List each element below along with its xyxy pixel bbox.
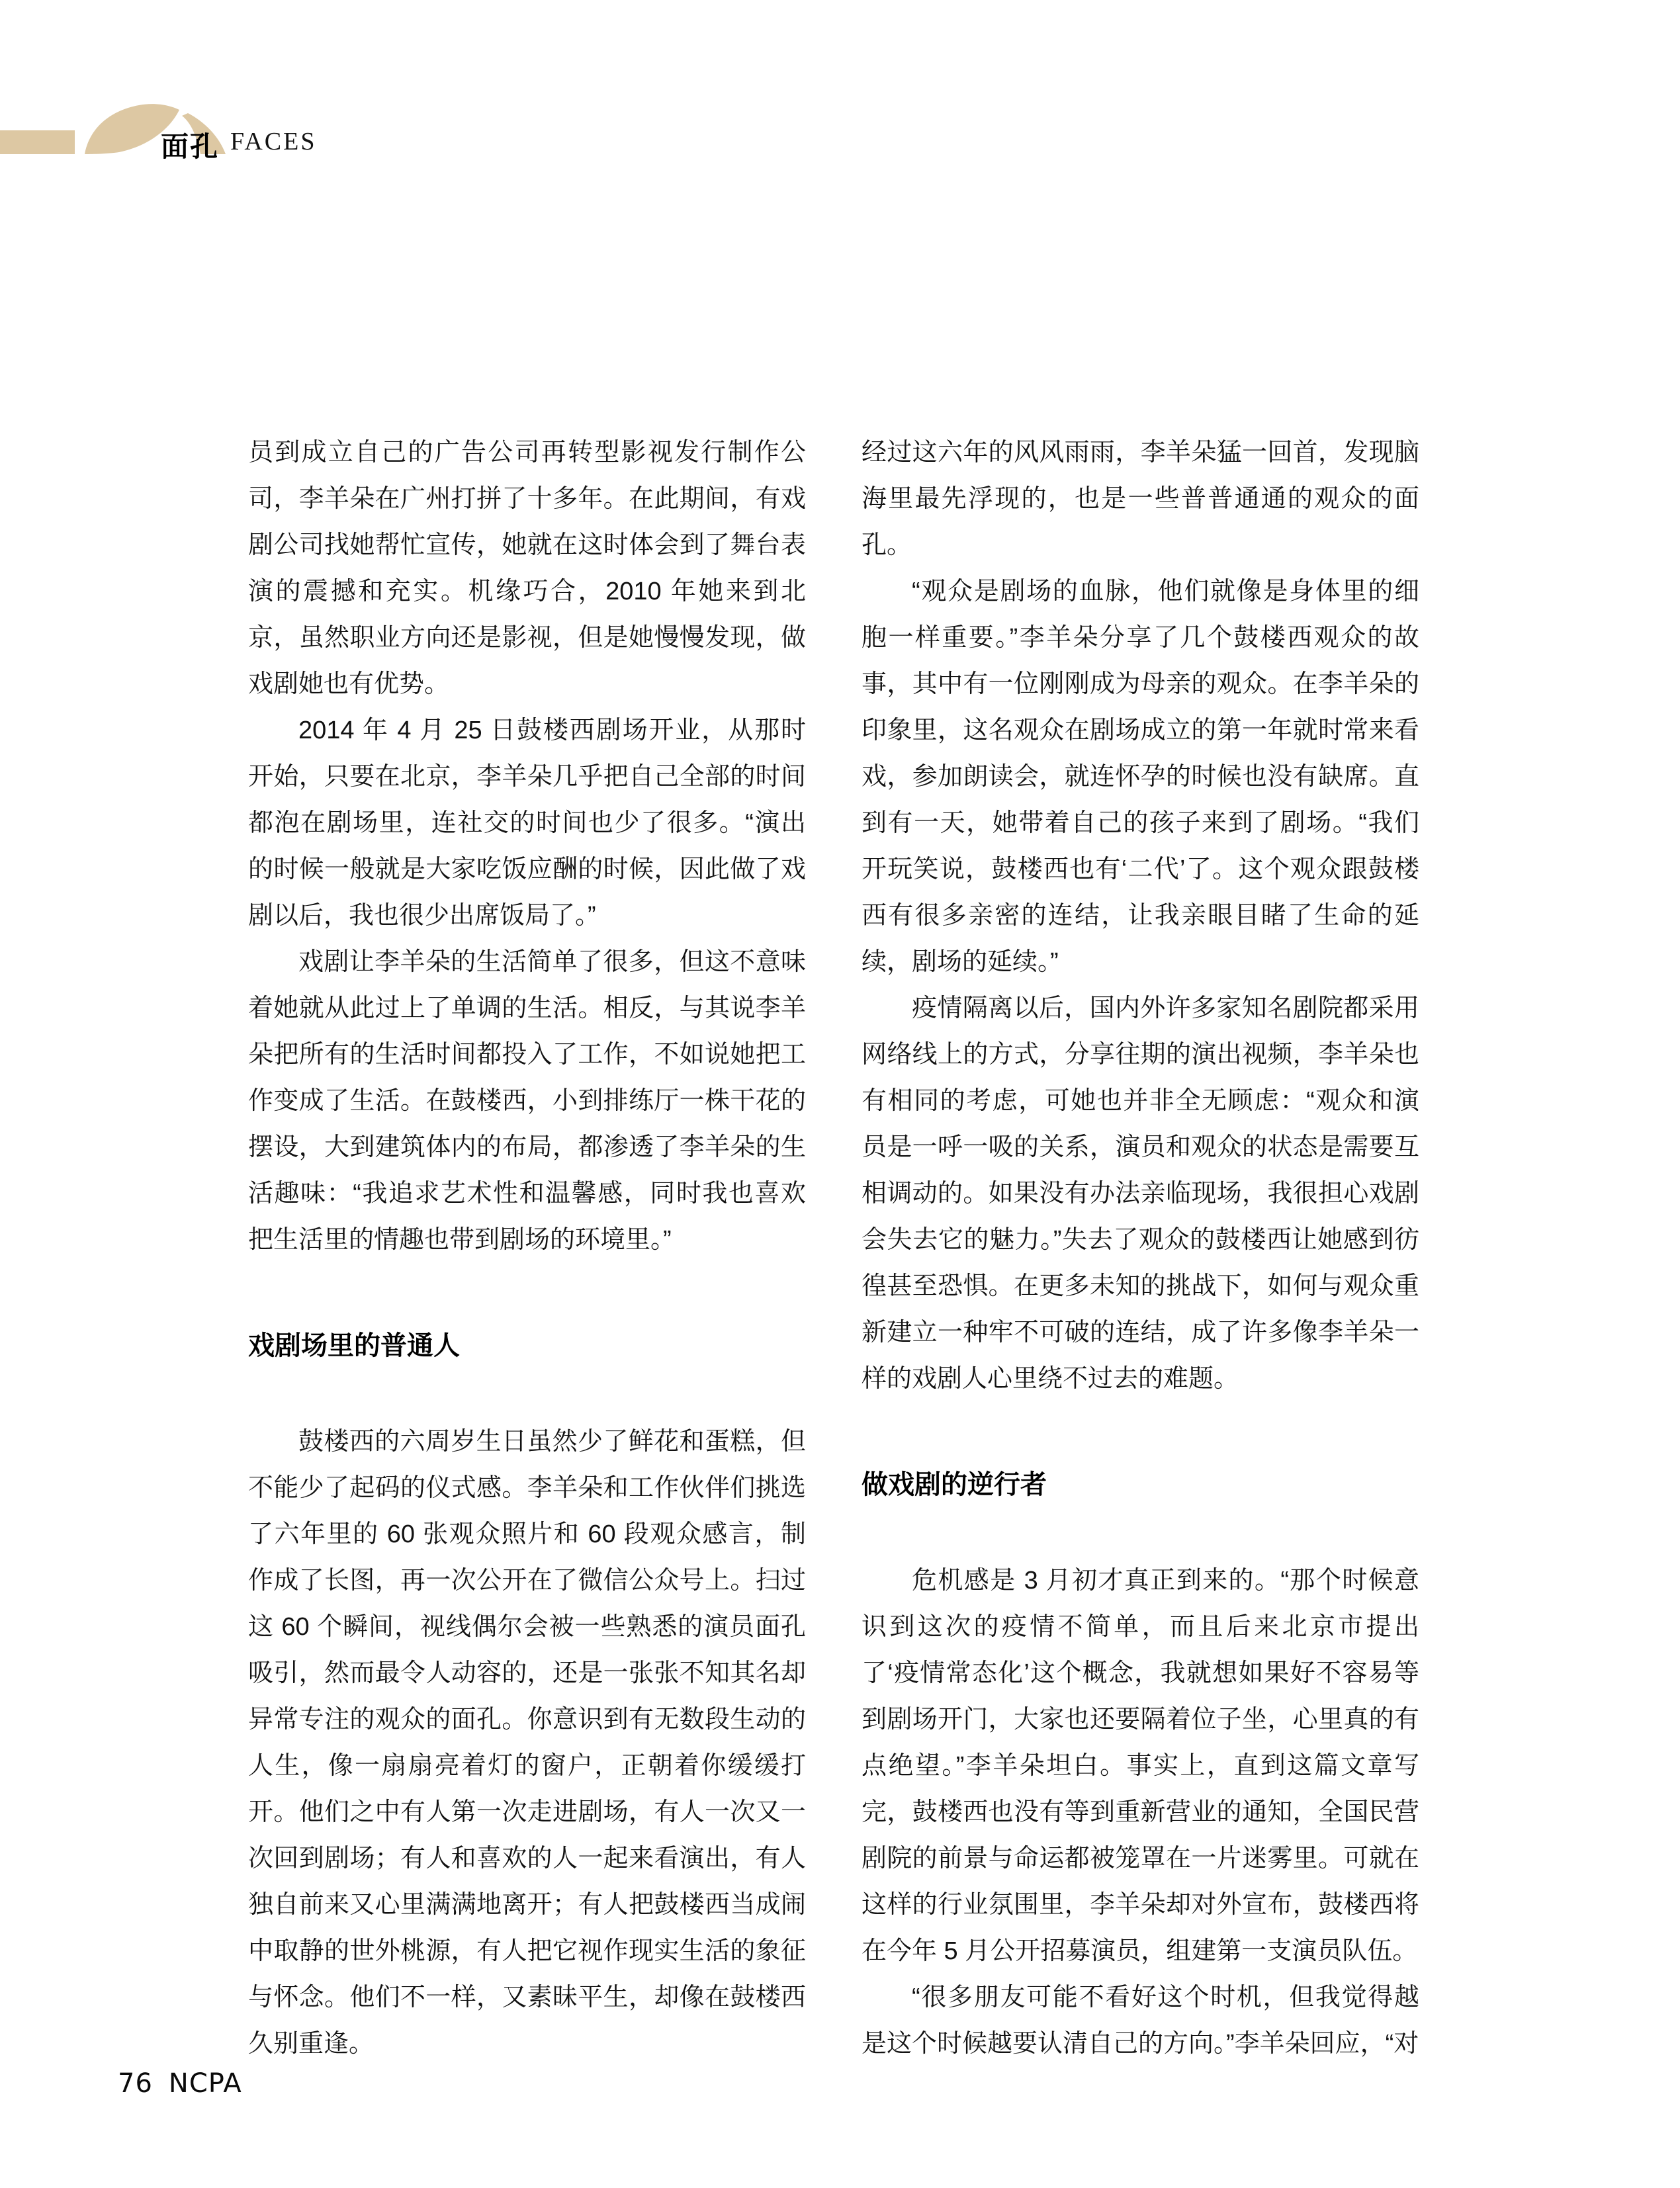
header-bar xyxy=(0,130,75,154)
brand-mark: NCPA xyxy=(168,2068,242,2099)
page-number: 76 xyxy=(118,2068,153,2099)
paragraph: 员到成立自己的广告公司再转型影视发行制作公司，李羊朵在广州打拼了十多年。在此期间，有戏剧公司找她帮忙宣传，她就在这时体会到了舞台表演的震撼和充实。机缘巧合，2010 年她来到北京，虽然职业方向还是影视，但是她慢慢发现，做戏剧她也有优势。 xyxy=(248,439,806,698)
paragraph: 2014 年 4 月 25 日鼓楼西剧场开业，从那时开始，只要在北京，李羊朵几乎把自己全部的时间都泡在剧场里，连社交的时间也少了很多。“演出的时候一般就是大家吃饭应酬的时候，因此做了戏剧以后，我也很少出席饭局了。” xyxy=(248,717,806,930)
paragraph: 戏剧让李羊朵的生活简单了很多，但这不意味着她就从此过上了单调的生活。相反，与其说李羊朵把所有的生活时间都投入了工作，不如说她把工作变成了生活。在鼓楼西，小到排练厅一株干花的摆设，大到建筑体内的布局，都渗透了李羊朵的生活趣味：“我追求艺术性和温馨感，同时我也喜欢把生活里的情趣也带到剧场的环境里。” xyxy=(248,948,806,1254)
section-title-en: FACES xyxy=(230,128,317,155)
section-heading-against-the-tide: 做戏剧的逆行者 xyxy=(862,1470,1047,1499)
section-title-cn: 面孔 xyxy=(161,131,220,162)
paragraph: “很多朋友可能不看好这个时机，但我觉得越是这个时候越要认清自己的方向。”李羊朵回应，“对 xyxy=(862,1984,1419,2058)
section-heading-ordinary-people: 戏剧场里的普通人 xyxy=(248,1331,460,1360)
paragraph: 危机感是 3 月初才真正到来的。“那个时候意识到这次的疫情不简单，而且后来北京市提出了‘疫情常态化’这个概念，我就想如果好不容易等到剧场开门，大家也还要隔着位子坐，心里真的有点绝望。”李羊朵坦白。事实上，直到这篇文章写完，鼓楼西也没有等到重新营业的通知，全国民营剧院的前景与命运都被笼罩在一片迷雾里。可就在这样的行业氛围里，李羊朵却对外宣布，鼓楼西将在今年 5 月公开招募演员，组建第一支演员队伍。 xyxy=(862,1567,1419,1965)
paragraph: 经过这六年的风风雨雨，李羊朵猛一回首，发现脑海里最先浮现的，也是一些普普通通的观众的面孔。 xyxy=(862,439,1419,559)
article-column-right xyxy=(862,429,1419,2067)
paragraph: 疫情隔离以后，国内外许多家知名剧院都采用网络线上的方式，分享往期的演出视频，李羊朵也有相同的考虑，可她也并非全无顾虑：“观众和演员是一呼一吸的关系，演员和观众的状态是需要互相调动的。如果没有办法亲临现场，我很担心戏剧会失去它的魅力。”失去了观众的鼓楼西让她感到彷徨甚至恐惧。在更多未知的挑战下，如何与观众重新建立一种牢不可破的连结，成了许多像李羊朵一样的戏剧人心里绕不过去的难题。 xyxy=(862,994,1419,1393)
paragraph: “观众是剧场的血脉，他们就像是身体里的细胞一样重要。”李羊朵分享了几个鼓楼西观众的故事，其中有一位刚刚成为母亲的观众。在李羊朵的印象里，这名观众在剧场成立的第一年就时常来看戏，参加朗读会，就连怀孕的时候也没有缺席。直到有一天，她带着自己的孩子来到了剧场。“我们开玩笑说，鼓楼西也有‘二代’了。这个观众跟鼓楼西有很多亲密的连结，让我亲眼目睹了生命的延续，剧场的延续。” xyxy=(862,578,1419,976)
page-footer xyxy=(118,2068,242,2099)
paragraph: 鼓楼西的六周岁生日虽然少了鲜花和蛋糕，但不能少了起码的仪式感。李羊朵和工作伙伴们挑选了六年里的 60 张观众照片和 60 段观众感言，制作成了长图，再一次公开在了微信公众号上。扫过这 60 个瞬间，视线偶尔会被一些熟悉的演员面孔吸引，然而最令人动容的，还是一张张不知其名却异常专注的观众的面孔。你意识到有无数段生动的人生，像一扇扇亮着灯的窗户，正朝着你缓缓打开。他们之中有人第一次走进剧场，有人一次又一次回到剧场；有人和喜欢的人一起来看演出，有人独自前来又心里满满地离开；有人把鼓楼西当成闹中取静的世外桃源，有人把它视作现实生活的象征与怀念。他们不一样，又素昧平生，却像在鼓楼西久别重逢。 xyxy=(248,1428,806,2058)
article-column-left xyxy=(248,429,806,2067)
